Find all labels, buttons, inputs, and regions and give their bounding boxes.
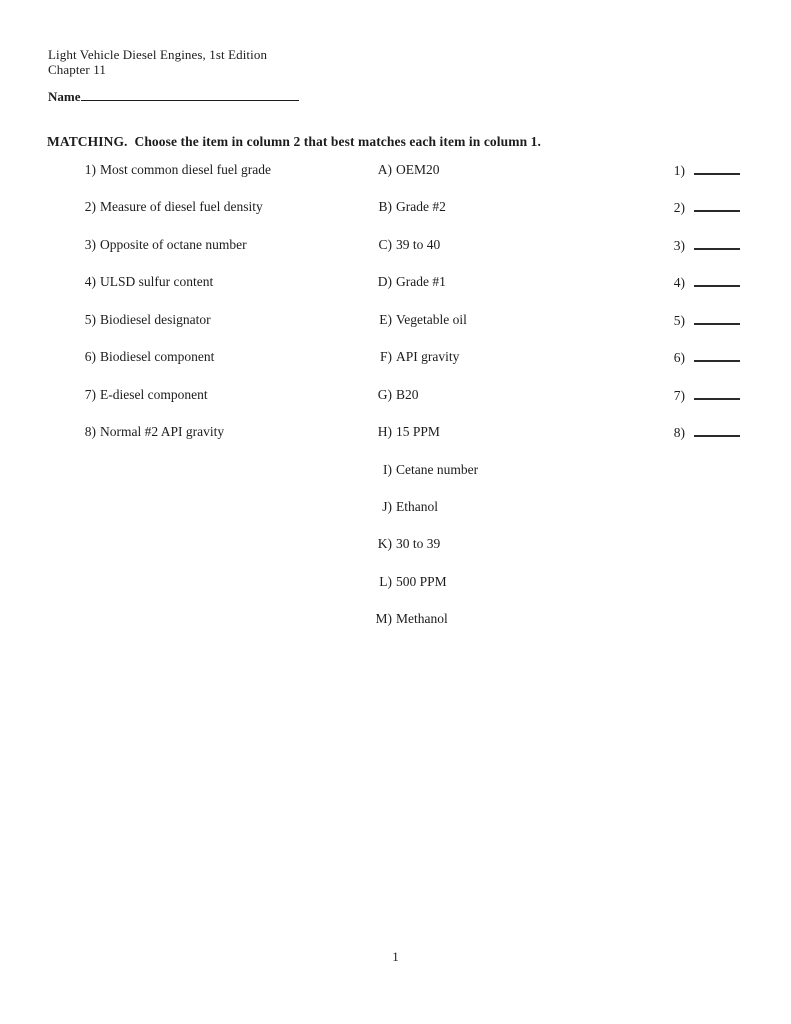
term-item-1	[78, 162, 368, 199]
term-number: 7)	[84, 386, 96, 402]
answer-row-2	[655, 199, 775, 236]
option-item-a	[362, 162, 592, 199]
option-letter: L)	[379, 573, 392, 589]
option-letter: G)	[377, 386, 392, 402]
term-text: Biodiesel designator	[100, 311, 211, 327]
option-text: 30 to 39	[396, 536, 441, 552]
answer-row-8	[655, 424, 775, 461]
option-item-d	[362, 274, 592, 311]
matching-instructions: MATCHING. Choose the item in column 2 that best matches each item in column 1.	[47, 134, 541, 149]
option-letter: C)	[378, 236, 392, 252]
answer-number: 5)	[673, 312, 685, 328]
answer-number: 2)	[673, 200, 685, 216]
option-letter: K)	[377, 536, 392, 552]
option-text: Cetane number	[396, 461, 479, 477]
option-item-c	[362, 237, 592, 274]
term-item-7	[78, 387, 368, 424]
option-item-h	[362, 424, 592, 461]
term-number: 3)	[84, 236, 96, 252]
book-title: Light Vehicle Diesel Engines, 1st Edition	[48, 47, 268, 62]
option-item-g	[362, 387, 592, 424]
answers-column	[655, 162, 775, 462]
answer-row-1	[655, 162, 775, 199]
answer-blank-1[interactable]	[694, 162, 740, 175]
option-text: Methanol	[396, 611, 448, 627]
term-item-3	[78, 237, 368, 274]
option-text: Vegetable oil	[396, 311, 467, 327]
option-item-k	[362, 536, 592, 573]
option-letter: E)	[379, 311, 392, 327]
term-number: 1)	[84, 162, 96, 177]
option-text: B20	[396, 386, 419, 402]
term-number: 5)	[84, 311, 96, 327]
term-number: 8)	[84, 424, 96, 440]
document-header	[48, 47, 267, 77]
term-text: Most common diesel fuel grade	[100, 162, 271, 177]
answer-number: 6)	[673, 350, 685, 366]
name-input-line[interactable]	[81, 88, 299, 101]
page-number: 1	[392, 949, 399, 964]
option-text: 500 PPM	[396, 573, 447, 589]
term-text: Normal #2 API gravity	[100, 424, 225, 440]
option-letter: M)	[375, 611, 392, 627]
term-text: Opposite of octane number	[100, 236, 247, 252]
option-text: Grade #2	[396, 199, 446, 215]
option-item-b	[362, 199, 592, 236]
answer-number: 3)	[673, 237, 685, 253]
option-item-m	[362, 611, 592, 648]
answer-row-3	[655, 237, 775, 274]
term-item-4	[78, 274, 368, 311]
option-item-l	[362, 574, 592, 611]
option-text: OEM20	[396, 162, 440, 177]
name-label: Name	[48, 89, 81, 104]
option-letter: A)	[377, 162, 392, 177]
answer-number: 8)	[673, 425, 685, 441]
option-item-i	[362, 462, 592, 499]
term-number: 4)	[84, 274, 96, 290]
option-letter: I)	[383, 461, 392, 477]
option-letter: D)	[377, 274, 392, 290]
chapter-label: Chapter 11	[48, 62, 106, 77]
answer-number: 1)	[673, 163, 685, 178]
option-item-f	[362, 349, 592, 386]
option-letter: J)	[382, 498, 392, 514]
option-text: Ethanol	[396, 498, 438, 514]
answer-blank-4[interactable]	[694, 274, 740, 287]
name-row	[48, 88, 299, 105]
option-text: API gravity	[396, 349, 460, 365]
term-item-5	[78, 312, 368, 349]
term-item-2	[78, 199, 368, 236]
answer-blank-7[interactable]	[694, 387, 740, 400]
option-text: Grade #1	[396, 274, 446, 290]
option-letter: F)	[379, 349, 392, 365]
column1-terms	[78, 162, 368, 462]
term-number: 2)	[84, 199, 96, 215]
option-item-e	[362, 312, 592, 349]
option-item-j	[362, 499, 592, 536]
column2-options	[362, 162, 592, 649]
option-letter: H)	[377, 424, 392, 440]
term-text: Measure of diesel fuel density	[100, 199, 263, 215]
term-text: E-diesel component	[100, 386, 208, 402]
answer-blank-5[interactable]	[694, 312, 740, 325]
term-text: Biodiesel component	[100, 349, 215, 365]
answer-number: 7)	[673, 387, 685, 403]
term-item-6	[78, 349, 368, 386]
answer-blank-8[interactable]	[694, 424, 740, 437]
answer-row-6	[655, 349, 775, 386]
term-number: 6)	[84, 349, 96, 365]
answer-blank-3[interactable]	[694, 237, 740, 250]
option-letter: B)	[378, 199, 392, 215]
answer-blank-2[interactable]	[694, 199, 740, 212]
term-text: ULSD sulfur content	[100, 274, 214, 290]
answer-row-5	[655, 312, 775, 349]
answer-blank-6[interactable]	[694, 349, 740, 362]
answer-row-4	[655, 274, 775, 311]
option-text: 15 PPM	[396, 424, 440, 440]
option-text: 39 to 40	[396, 236, 441, 252]
answer-number: 4)	[673, 275, 685, 291]
term-item-8	[78, 424, 368, 461]
answer-row-7	[655, 387, 775, 424]
